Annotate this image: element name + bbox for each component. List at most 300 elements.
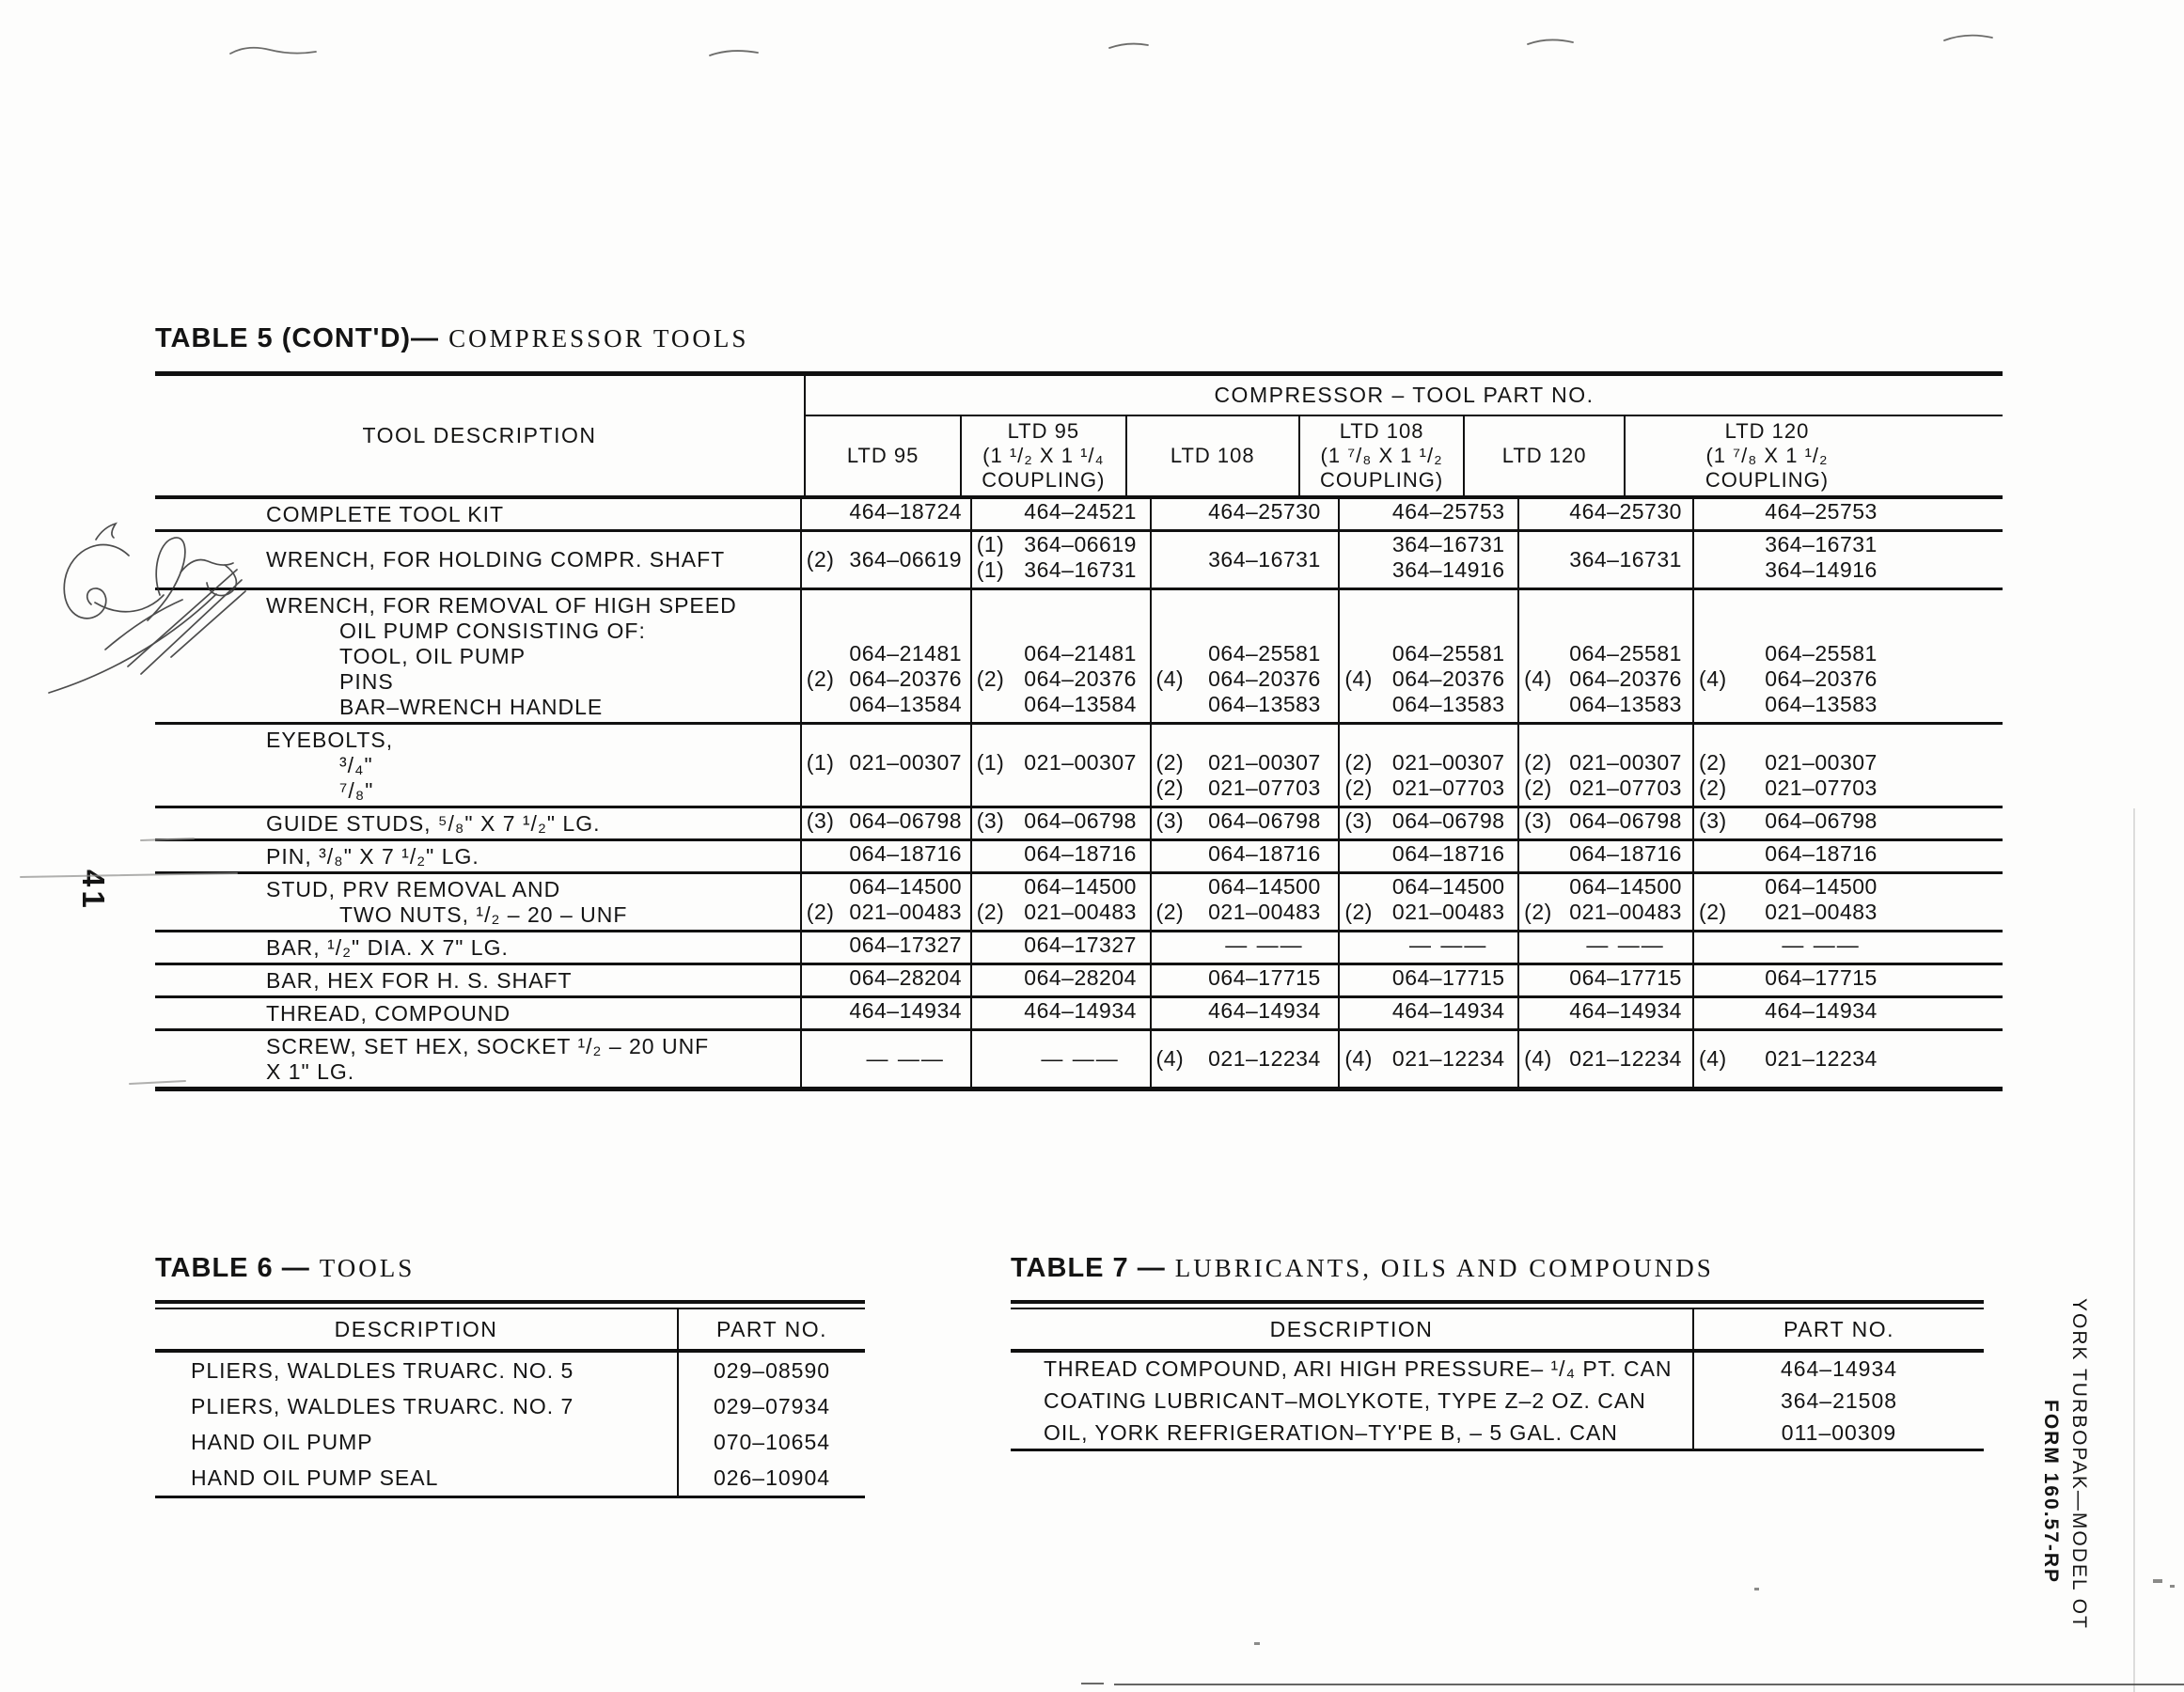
part-number-cell: 364–21508 [1780, 1388, 1898, 1413]
part-no-line [1152, 725, 1339, 750]
page-number: 41 [76, 870, 111, 912]
tool-description-cell [155, 841, 800, 871]
part-number: 064–21481 [849, 641, 963, 666]
tool-description-cell [155, 998, 800, 1028]
table5-row [155, 965, 2003, 998]
part-no-cell [800, 998, 970, 1028]
table6-title-label: TABLE 6 — [155, 1253, 310, 1283]
part-no-line [1694, 1046, 2003, 1072]
part-no-line [1340, 725, 1517, 750]
description-cell: THREAD COMPOUND, ARI HIGH PRESSURE– ¹/₄ PT. CAN [1011, 1353, 1694, 1385]
part-no-line [802, 499, 970, 525]
part-number: 464–18724 [849, 499, 963, 524]
tool-description-line: TOOL, OIL PUMP [339, 643, 526, 668]
part-number: 364–14916 [1765, 557, 1878, 582]
part-no-cell [1338, 808, 1517, 838]
table7-title-text: LUBRICANTS, OILS AND COMPOUNDS [1174, 1254, 1714, 1282]
tool-description-line: BAR, ¹/₂" DIA. X 7" LG. [266, 934, 509, 960]
part-number: 364–16731 [1569, 547, 1682, 572]
part-no-cell [1338, 998, 1517, 1028]
part-number: 064–06798 [849, 808, 963, 833]
part-number: 064–21481 [1024, 641, 1137, 666]
part-no-cell [1517, 499, 1692, 529]
part-number: 064–06798 [1208, 808, 1321, 833]
quantity: (3) [1344, 808, 1373, 833]
part-no-line [972, 499, 1150, 525]
quantity: (3) [1699, 808, 1727, 833]
part-number: 064–28204 [849, 965, 963, 990]
description-cell: OIL, YORK REFRIGERATION–TY'PE B, – 5 GAL. CAN [1011, 1417, 1694, 1449]
part-no-line [1340, 666, 1517, 692]
table6-title-text: TOOLS [319, 1254, 416, 1282]
part-no-line [1519, 841, 1692, 867]
no-part-dash: — —— [1409, 932, 1488, 957]
part-number: 064–18716 [1569, 841, 1682, 866]
part-number: 064–20376 [1024, 666, 1137, 691]
part-number: 064–14500 [1024, 874, 1137, 899]
part-no-cell [800, 725, 970, 806]
part-no-cell [970, 874, 1150, 930]
part-no-cell [800, 932, 970, 963]
quantity: (2) [1155, 900, 1185, 924]
part-no-cell [800, 532, 970, 588]
part-no-line [1152, 776, 1339, 801]
part-no-line [1340, 808, 1517, 834]
tool-description-line: WRENCH, FOR REMOVAL OF HIGH SPEED [266, 592, 737, 618]
part-no-line [1694, 932, 2003, 958]
part-number: 464–25730 [1569, 499, 1682, 524]
part-no-line [802, 1046, 970, 1072]
quantity: (3) [1155, 808, 1185, 833]
part-number: 364–16731 [1208, 547, 1321, 572]
table-row [155, 1388, 865, 1424]
part-no-cell [800, 590, 970, 722]
part-no-line [972, 616, 1150, 641]
part-no-line [1519, 932, 1692, 958]
part-no-cell [970, 998, 1150, 1028]
description-cell: PLIERS, WALDLES TRUARC. NO. 5 [155, 1353, 679, 1388]
part-no-line [1152, 874, 1339, 900]
part-number: 364–06619 [1024, 532, 1137, 556]
quantity: (1) [976, 532, 1005, 556]
part-no-cell [1338, 590, 1517, 722]
column-header-1: LTD 95 (1 ¹/₂ X 1 ¹/₄ COUPLING) [960, 416, 1124, 495]
part-no-line [1519, 666, 1692, 692]
part-number: 064–13584 [849, 692, 963, 716]
part-number: 064–14500 [1208, 874, 1321, 899]
part-no-cell [970, 725, 1150, 806]
part-no-cell [1150, 725, 1339, 806]
part-no-line [972, 900, 1150, 925]
part-no-line [802, 666, 970, 692]
part-number: 021–00307 [849, 750, 963, 775]
part-number: 021–07703 [1208, 776, 1321, 800]
part-no-line [802, 998, 970, 1024]
no-part-dash: — —— [1041, 1046, 1120, 1071]
part-no-cell [800, 841, 970, 871]
quantity: (2) [1524, 776, 1552, 800]
part-no-line [1152, 900, 1339, 925]
part-no-line [1694, 590, 2003, 616]
part-no-line [1519, 998, 1692, 1024]
part-number: 064–25581 [1569, 641, 1682, 666]
part-number: 021–12234 [1208, 1046, 1321, 1071]
part-no-cell [800, 499, 970, 529]
part-number: 064–18716 [1208, 841, 1321, 866]
part-no-line [1152, 499, 1339, 525]
part-no-cell [970, 499, 1150, 529]
part-no-line [1519, 1046, 1692, 1072]
part-number: 364–16731 [1391, 532, 1505, 556]
tool-description-cell [155, 725, 800, 806]
part-no-line [802, 874, 970, 900]
part-no-line [1340, 841, 1517, 867]
part-no-cell [1517, 998, 1692, 1028]
quantity: (3) [1524, 808, 1552, 833]
part-no-line [1519, 965, 1692, 991]
part-number: 021–00483 [849, 900, 963, 924]
part-number: 364–14916 [1391, 557, 1505, 582]
table5-row [155, 532, 2003, 590]
quantity: (2) [1524, 900, 1552, 924]
tool-description-line: X 1" LG. [266, 1058, 355, 1084]
description-cell: PLIERS, WALDLES TRUARC. NO. 7 [155, 1388, 679, 1424]
tool-description-line: BAR, HEX FOR H. S. SHAFT [266, 967, 573, 993]
part-number: 464–14934 [1024, 998, 1137, 1023]
part-no-line [1340, 900, 1517, 925]
part-no-line [972, 841, 1150, 867]
part-no-cell [1692, 590, 2003, 722]
part-no-line [1152, 666, 1339, 692]
part-no-cell [1150, 965, 1339, 995]
part-no-cell [970, 1031, 1150, 1087]
part-no-line [1152, 641, 1339, 666]
table5-row [155, 499, 2003, 532]
quantity: (2) [1344, 776, 1373, 800]
scan-bottom-dash [1081, 1683, 1104, 1684]
part-number: 021–00307 [1765, 750, 1878, 775]
part-no-line [1694, 874, 2003, 900]
part-no-line [1152, 616, 1339, 641]
tool-description-line: PIN, ³/₈" X 7 ¹/₂" LG. [266, 843, 479, 869]
tool-description-line: ⁷/₈" [339, 777, 374, 803]
table5-row [155, 874, 2003, 932]
table7-title [1011, 1253, 1714, 1284]
part-number: 021–00483 [1569, 900, 1682, 924]
part-number: 064–06798 [1391, 808, 1505, 833]
quantity: (2) [806, 547, 835, 572]
part-no-line [972, 666, 1150, 692]
part-no-line [802, 841, 970, 867]
quantity: (2) [1155, 750, 1185, 775]
part-no-line [1694, 998, 2003, 1024]
part-no-cell [1150, 932, 1339, 963]
part-no-line [972, 750, 1150, 776]
part-no-line [1152, 750, 1339, 776]
table7-part-no-header: PART NO. [1783, 1317, 1895, 1341]
part-number: 021–12234 [1765, 1046, 1878, 1071]
lubricants-table [1011, 1300, 1984, 1451]
part-no-cell [1150, 808, 1339, 838]
part-no-line [1340, 998, 1517, 1024]
part-no-line [1152, 932, 1339, 958]
description-cell: COATING LUBRICANT–MOLYKOTE, TYPE Z–2 OZ. CAN [1011, 1385, 1694, 1417]
part-no-cell [1517, 841, 1692, 871]
table5-part-no-section [804, 376, 2003, 495]
tool-description-line: EYEBOLTS, [266, 727, 394, 752]
part-no-line [972, 808, 1150, 834]
part-no-line [1340, 557, 1517, 583]
quantity: (4) [1344, 666, 1373, 691]
part-number: 064–06798 [1765, 808, 1878, 833]
part-no-line [1519, 808, 1692, 834]
part-no-cell [970, 965, 1150, 995]
part-no-line [972, 557, 1150, 583]
part-no-line [1694, 725, 2003, 750]
column-header-0: LTD 95 [804, 416, 960, 495]
table-row [1011, 1385, 1984, 1417]
tool-description-line: COMPLETE TOOL KIT [266, 501, 505, 526]
tool-description-line: ³/₄" [339, 752, 373, 777]
part-no-cell [1692, 808, 2003, 838]
part-no-cell [1692, 874, 2003, 930]
scan-bottom-line [1114, 1684, 2184, 1685]
part-number: 064–13583 [1391, 692, 1505, 716]
part-no-line [1694, 692, 2003, 717]
tool-description-line: GUIDE STUDS, ⁵/₈" X 7 ¹/₂" LG. [266, 810, 601, 836]
quantity: (2) [976, 666, 1005, 691]
part-no-line [1152, 965, 1339, 991]
part-number: 021–00483 [1765, 900, 1878, 924]
part-number: 064–13583 [1569, 692, 1682, 716]
part-no-cell [1692, 932, 2003, 963]
part-no-line [1152, 841, 1339, 867]
part-no-cell [1517, 532, 1692, 588]
tools-table [155, 1300, 865, 1498]
table7-top-rule [1011, 1300, 1984, 1304]
part-number: 064–17715 [1391, 965, 1505, 990]
table5-row [155, 841, 2003, 874]
part-no-cell [970, 590, 1150, 722]
compressor-tool-part-no-header: COMPRESSOR – TOOL PART NO. [804, 376, 2003, 416]
table5-row [155, 932, 2003, 965]
side-text-model: YORK TURBOPAK—MODEL OT [2068, 1298, 2090, 1630]
table6-description-header: DESCRIPTION [155, 1309, 679, 1349]
part-no-line [1340, 499, 1517, 525]
part-no-cell [1692, 725, 2003, 806]
part-no-cell [970, 808, 1150, 838]
part-no-line [1519, 547, 1692, 572]
quantity: (4) [1524, 1046, 1552, 1071]
part-no-line [1519, 776, 1692, 801]
quantity: (2) [806, 666, 835, 691]
part-no-line [802, 547, 970, 572]
part-no-line [1519, 641, 1692, 666]
part-number: 464–14934 [1391, 998, 1505, 1023]
table5-title-label: TABLE 5 (CONT'D)— [155, 323, 440, 353]
part-no-cell [800, 965, 970, 995]
table5-row [155, 725, 2003, 808]
quantity: (3) [806, 808, 835, 833]
table5-row [155, 1031, 2003, 1091]
part-no-line [972, 641, 1150, 666]
part-no-cell [1692, 532, 2003, 588]
part-number: 021–00483 [1024, 900, 1137, 924]
part-number-cell: 029–08590 [713, 1358, 831, 1383]
part-number: 064–25581 [1208, 641, 1321, 666]
part-no-cell [1338, 1031, 1517, 1087]
part-no-cell [970, 932, 1150, 963]
part-no-cell [800, 874, 970, 930]
part-number: 021–00483 [1391, 900, 1505, 924]
quantity: (1) [806, 750, 835, 775]
part-number: 364–16731 [1765, 532, 1878, 556]
quantity: (2) [1344, 900, 1373, 924]
part-no-line [1340, 1046, 1517, 1072]
tool-description-line: BAR–WRENCH HANDLE [339, 694, 604, 719]
part-no-line [1152, 692, 1339, 717]
tool-description-cell [155, 499, 800, 529]
part-number: 064–06798 [1024, 808, 1137, 833]
quantity: (4) [1699, 1046, 1727, 1071]
column-header-3: LTD 108 (1 ⁷/₈ X 1 ¹/₂ COUPLING) [1298, 416, 1463, 495]
part-number-cell: 070–10654 [713, 1430, 831, 1454]
table5-header [155, 376, 2003, 499]
tool-description-line: TWO NUTS, ¹/₂ – 20 – UNF [339, 901, 628, 927]
part-number: 064–18716 [1024, 841, 1137, 866]
part-number: 021–07703 [1569, 776, 1682, 800]
table7-title-label: TABLE 7 — [1011, 1253, 1166, 1283]
part-number: 064–20376 [1208, 666, 1321, 691]
part-no-line [1340, 776, 1517, 801]
part-number: 064–20376 [1569, 666, 1682, 691]
part-number: 064–20376 [849, 666, 963, 691]
part-number: 064–13584 [1024, 692, 1137, 716]
part-no-cell [800, 1031, 970, 1087]
part-no-line [802, 641, 970, 666]
no-part-dash: — —— [1782, 932, 1861, 957]
quantity: (2) [1344, 750, 1373, 775]
part-number: 064–17715 [1569, 965, 1682, 990]
tool-description-line: THREAD, COMPOUND [266, 1000, 511, 1026]
tool-description-line: PINS [339, 668, 394, 694]
side-text-form: FORM 160.57-RP [2040, 1400, 2062, 1585]
tool-description-line: WRENCH, FOR HOLDING COMPR. SHAFT [266, 547, 726, 572]
tool-description-cell [155, 932, 800, 963]
part-no-cell [1338, 965, 1517, 995]
part-number: 064–17327 [849, 932, 963, 957]
tool-description-header: TOOL DESCRIPTION [362, 423, 597, 447]
part-no-line [1340, 641, 1517, 666]
part-number: 064–25581 [1391, 641, 1505, 666]
part-no-line [1519, 874, 1692, 900]
part-number: 064–14500 [849, 874, 963, 899]
quantity: (4) [1155, 666, 1185, 691]
column-header-5: LTD 120 (1 ⁷/₈ X 1 ¹/₂ COUPLING) [1624, 416, 2003, 495]
page-edge-shadow [2133, 808, 2135, 1692]
part-no-line [972, 532, 1150, 557]
part-no-line [1694, 499, 2003, 525]
compressor-tools-table [155, 371, 2003, 1091]
quantity: (2) [1524, 750, 1552, 775]
table7-description-header: DESCRIPTION [1011, 1309, 1694, 1349]
part-no-line [1694, 900, 2003, 925]
table-row [155, 1460, 865, 1496]
part-number-cell: 011–00309 [1781, 1420, 1897, 1445]
tool-description-line: SCREW, SET HEX, SOCKET ¹/₂ – 20 UNF [266, 1033, 710, 1058]
part-no-cell [1517, 932, 1692, 963]
part-number: 364–06619 [849, 547, 963, 572]
part-no-cell [970, 532, 1150, 588]
part-number: 021–12234 [1391, 1046, 1505, 1071]
quantity: (2) [1699, 900, 1727, 924]
table5-row [155, 998, 2003, 1031]
tool-description-line: STUD, PRV REMOVAL AND [266, 876, 561, 901]
table-row [1011, 1417, 1984, 1449]
part-no-line [1519, 900, 1692, 925]
part-number: 064–18716 [849, 841, 963, 866]
tool-description-cell [155, 808, 800, 838]
part-no-cell [1692, 499, 2003, 529]
quantity: (1) [976, 557, 1005, 582]
part-number: 064–14500 [1569, 874, 1682, 899]
part-no-line [1694, 776, 2003, 801]
table5-row [155, 590, 2003, 725]
part-no-line [802, 932, 970, 958]
part-number: 064–14500 [1765, 874, 1878, 899]
part-no-line [1519, 692, 1692, 717]
part-number: 064–18716 [1391, 841, 1505, 866]
part-number: 021–00483 [1208, 900, 1321, 924]
quantity: (2) [1699, 776, 1727, 800]
table5-body [155, 499, 2003, 1091]
part-no-cell [1517, 590, 1692, 722]
part-no-cell [1517, 808, 1692, 838]
part-no-line [1152, 547, 1339, 572]
part-no-line [1694, 532, 2003, 557]
part-no-cell [1150, 499, 1339, 529]
description-cell: HAND OIL PUMP [155, 1424, 679, 1460]
part-number: 064–20376 [1391, 666, 1505, 691]
part-no-cell [800, 808, 970, 838]
part-no-line [1340, 965, 1517, 991]
part-no-line [802, 692, 970, 717]
table-row [155, 1353, 865, 1388]
part-no-cell [1517, 725, 1692, 806]
no-part-dash: — —— [1225, 932, 1304, 957]
part-number: 064–13583 [1208, 692, 1321, 716]
quantity: (4) [1699, 666, 1727, 691]
part-no-cell [1517, 965, 1692, 995]
tool-description-cell [155, 965, 800, 995]
part-no-cell [1150, 841, 1339, 871]
part-no-line [802, 590, 970, 616]
part-no-line [972, 692, 1150, 717]
part-number: 064–20376 [1765, 666, 1878, 691]
quantity: (1) [976, 750, 1005, 775]
part-no-line [802, 965, 970, 991]
quantity: (4) [1524, 666, 1552, 691]
part-no-cell [1150, 532, 1339, 588]
part-number: 021–12234 [1569, 1046, 1682, 1071]
part-number: 464–24521 [1024, 499, 1137, 524]
part-no-line [1152, 998, 1339, 1024]
column-header-4: LTD 120 [1463, 416, 1624, 495]
quantity: (2) [1699, 750, 1727, 775]
table5-column-headers [804, 416, 2003, 495]
part-no-line [1694, 666, 2003, 692]
part-no-cell [1338, 932, 1517, 963]
